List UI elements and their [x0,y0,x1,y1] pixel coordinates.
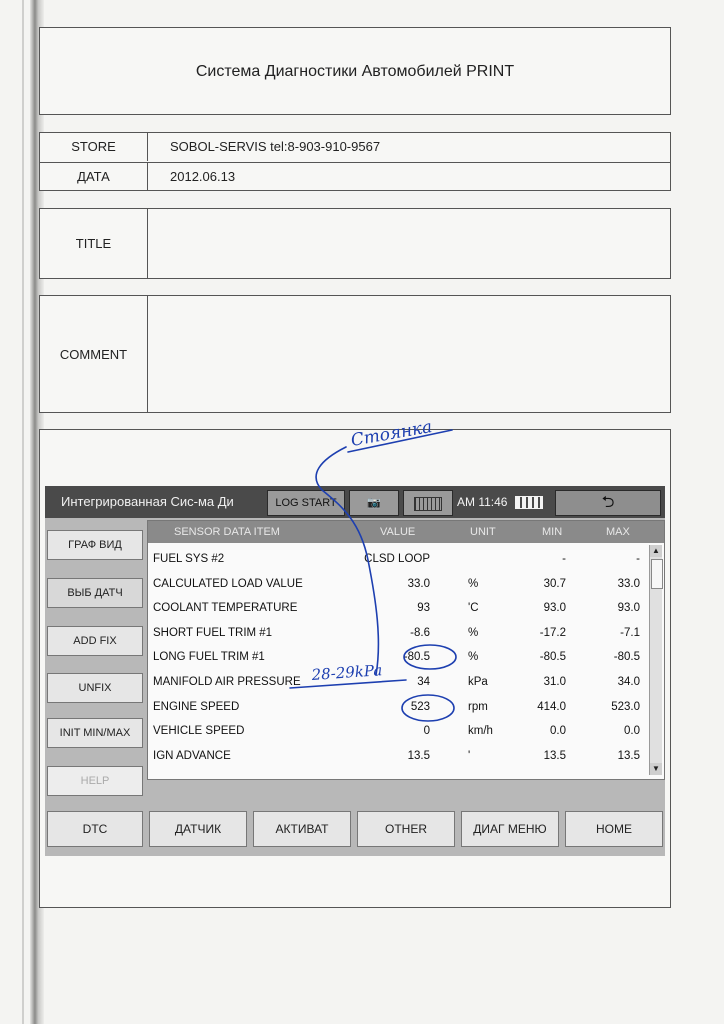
init-min-max-button[interactable]: INIT MIN/MAX [47,718,143,748]
row-min: 93.0 [543,602,566,615]
table-row[interactable] [148,719,648,744]
unfix-button[interactable]: UNFIX [47,673,143,703]
app-title: Интегрированная Сис-ма Ди [61,494,234,509]
date-label: ДАТА [40,163,148,191]
help-button[interactable]: HELP [47,766,143,796]
table-row[interactable] [148,572,648,597]
row-value: 33.0 [407,577,430,590]
header-min: MIN [542,526,563,538]
table-row[interactable] [148,645,648,670]
row-value: -80.5 [403,651,430,664]
store-label: STORE [40,133,148,161]
row-max: -80.5 [613,651,640,664]
row-max: -7.1 [620,626,640,639]
battery-icon [515,496,543,509]
row-unit: % [468,626,479,639]
scroll-down-icon[interactable]: ▼ [650,763,662,775]
report-header-box [39,27,671,115]
row-max: 33.0 [617,577,640,590]
row-name: ENGINE SPEED [153,700,240,713]
row-min: 0.0 [550,725,566,738]
log-start-button[interactable]: LOG START [267,490,345,516]
row-unit: % [468,651,479,664]
table-row[interactable] [148,744,648,769]
row-value: -8.6 [410,626,430,639]
comment-field-box [39,295,671,413]
row-name: SHORT FUEL TRIM #1 [153,626,273,639]
device-top-bar [45,486,665,518]
date-row [40,162,670,191]
pressure-handwritten-note: 28-29kPa [311,661,383,684]
scroll-up-icon[interactable]: ▲ [650,545,662,557]
row-min: -17.2 [539,626,566,639]
back-button[interactable] [555,490,661,516]
store-row [40,133,670,161]
row-unit: % [468,577,479,590]
row-name: MANIFOLD AIR PRESSURE [153,676,301,688]
diag-menu-button[interactable]: ДИАГ МЕНЮ [461,811,559,847]
row-name: FUEL SYS #2 [153,553,225,565]
graph-view-button[interactable]: ГРАФ ВИД [47,530,143,560]
row-max: 34.0 [617,676,640,688]
add-fix-button[interactable]: ADD FIX [47,626,143,656]
other-button[interactable]: OTHER [357,811,455,847]
row-name: IGN ADVANCE [153,749,231,762]
table-row[interactable] [148,596,648,621]
row-name: COOLANT TEMPERATURE [153,602,298,615]
header-unit: UNIT [470,526,496,538]
table-scrollbar[interactable] [649,545,662,775]
store-value: SOBOL-SERVIS tel:8-903-910-9567 [170,139,381,154]
row-min: 30.7 [543,577,566,590]
table-row[interactable] [148,670,648,695]
row-value: 13.5 [407,749,430,762]
row-unit: 'C [468,602,479,615]
title-field-box [39,208,671,279]
back-arrow-icon: ⮌ [601,494,615,511]
keyboard-icon [414,497,442,511]
header-max: MAX [606,526,630,538]
device-screen [45,486,665,856]
header-value: VALUE [380,526,416,538]
top-handwritten-note: Стоянка [349,416,434,451]
row-unit: km/h [468,725,493,738]
table-row[interactable] [148,547,648,572]
row-value: 523 [410,700,430,713]
row-value: 93 [417,602,430,615]
row-max: 523.0 [611,700,640,713]
keyboard-button[interactable] [403,490,453,516]
row-unit: kPa [468,676,488,688]
row-max: 93.0 [617,602,640,615]
row-name: VEHICLE SPEED [153,725,245,738]
camera-button[interactable] [349,490,399,516]
camera-icon: 📷 [367,497,381,509]
row-value: CLSD LOOP [364,553,430,565]
row-value: 0 [423,725,430,738]
comment-label: COMMENT [40,296,148,412]
select-sensors-button[interactable]: ВЫБ ДАТЧ [47,578,143,608]
clock-display: AM 11:46 [457,495,508,509]
home-button[interactable]: HOME [565,811,663,847]
row-unit: ' [468,749,471,762]
date-value: 2012.06.13 [170,169,236,184]
title-label: TITLE [40,209,148,278]
row-min: - [562,553,566,565]
row-max: 13.5 [617,749,640,762]
report-info-box [39,132,671,191]
header-item: SENSOR DATA ITEM [174,526,280,538]
row-name: LONG FUEL TRIM #1 [153,651,265,664]
report-title: Система Диагностики Автомобилей PRINT [195,63,515,80]
row-name: CALCULATED LOAD VALUE [153,577,303,590]
table-row[interactable] [148,621,648,646]
row-max: - [636,553,640,565]
row-min: 414.0 [537,700,566,713]
scan-edge-line [22,0,24,1024]
row-value: 34 [417,676,430,688]
table-header [148,521,664,543]
dtc-button[interactable]: DTC [47,811,143,847]
scroll-thumb[interactable] [651,559,663,589]
sensor-data-table [147,520,665,780]
row-min: 31.0 [543,676,566,688]
row-max: 0.0 [624,725,640,738]
activate-button[interactable]: АКТИВАТ [253,811,351,847]
row-min: -80.5 [539,651,566,664]
row-unit: rpm [468,700,488,713]
sensor-button[interactable]: ДАТЧИК [149,811,247,847]
row-min: 13.5 [543,749,566,762]
table-row[interactable] [148,695,648,720]
